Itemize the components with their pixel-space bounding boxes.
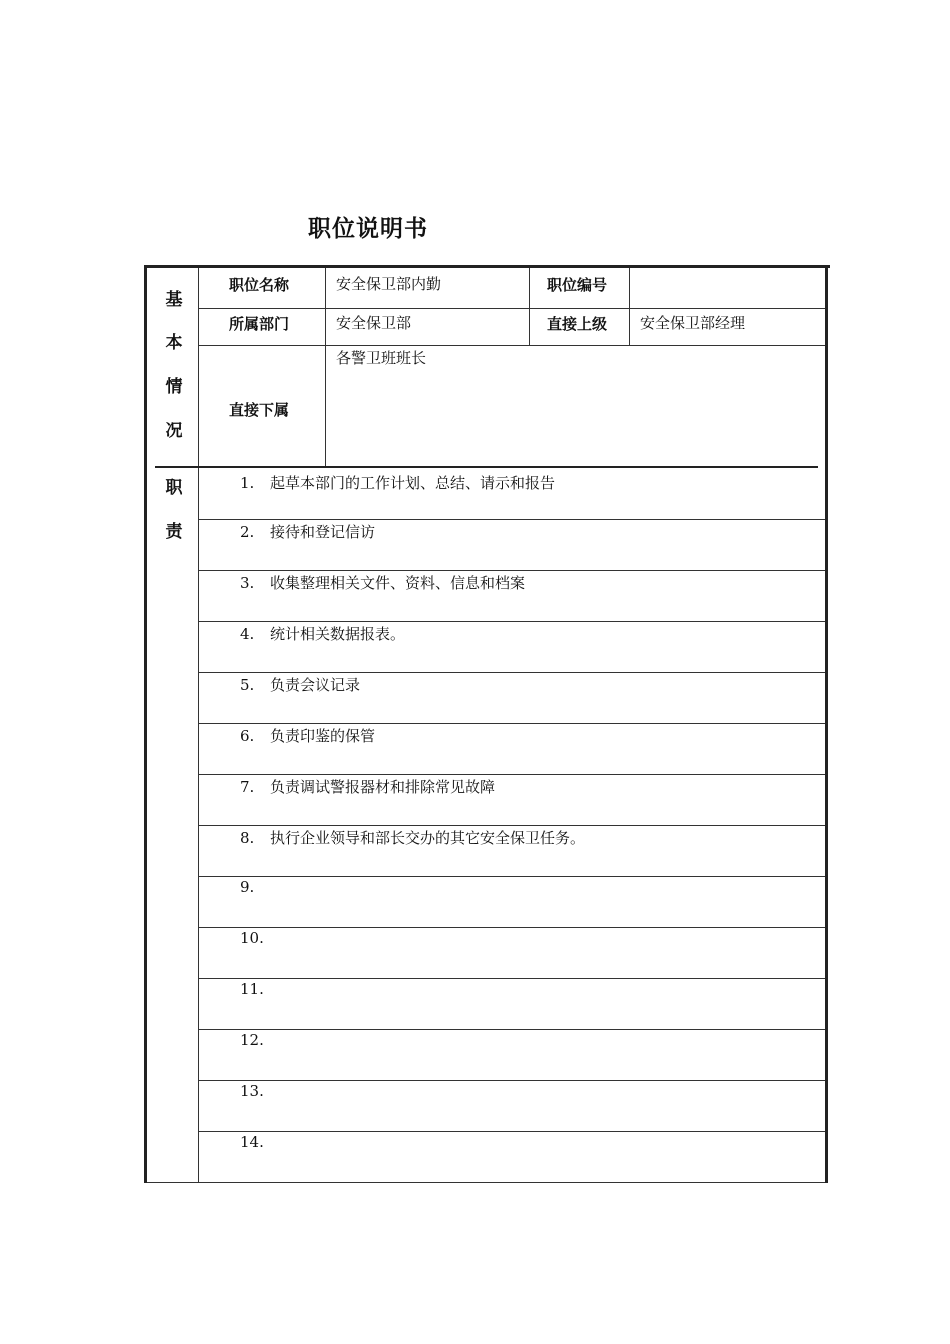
duty-row-line: [199, 1080, 825, 1081]
duty-number: 2.: [240, 523, 255, 541]
duty-row-line: [199, 774, 825, 775]
department-label: 所属部门: [229, 315, 290, 333]
duty-item: [240, 980, 270, 998]
duty-item: [240, 725, 375, 746]
basic-right-divider: [629, 268, 630, 346]
superior-value: 安全保卫部经理: [640, 314, 746, 332]
duty-number: 3.: [240, 574, 255, 592]
duty-item: [240, 878, 270, 896]
duty-text: 负责会议记录: [270, 676, 361, 694]
duty-item: [240, 776, 495, 797]
section-char-basic: 况: [165, 421, 183, 441]
duty-number: 8.: [240, 829, 255, 847]
duty-item: [240, 1133, 270, 1151]
duty-item: [240, 521, 375, 542]
duty-number: 1.: [240, 474, 255, 492]
duty-text: 统计相关数据报表。: [270, 625, 406, 643]
duty-row-line: [199, 570, 825, 571]
duty-number: 9.: [240, 878, 255, 896]
position-name-label: 职位名称: [229, 276, 290, 294]
duty-row-line: [199, 825, 825, 826]
superior-label: 直接上级: [547, 315, 608, 333]
section-char-basic: 本: [165, 333, 183, 353]
section-separator: [155, 466, 818, 468]
page-title: 职位说明书: [308, 216, 428, 242]
department-value: 安全保卫部: [336, 314, 412, 332]
duty-row-line: [199, 672, 825, 673]
position-name-value: 安全保卫部内勤: [336, 275, 442, 293]
duty-item: [240, 674, 360, 695]
duty-row-line: [199, 1029, 825, 1030]
duty-text: 起草本部门的工作计划、总结、请示和报告: [270, 474, 556, 492]
duty-number: 12.: [240, 1031, 264, 1049]
duty-row-line: [199, 723, 825, 724]
section-char-basic: 情: [165, 377, 183, 397]
duty-row-line: [199, 978, 825, 979]
duty-number: 10.: [240, 929, 264, 947]
duty-item: [240, 572, 525, 593]
duty-item: [240, 1082, 270, 1100]
basic-row-line: [199, 345, 825, 346]
duty-item: [240, 827, 585, 848]
duty-item: [240, 472, 555, 493]
section-char-basic: 基: [165, 290, 183, 310]
duty-text: 接待和登记信访: [270, 523, 376, 541]
section-divider: [198, 268, 199, 1183]
duty-row-line: [199, 1131, 825, 1132]
duty-number: 4.: [240, 625, 255, 643]
duty-number: 14.: [240, 1133, 264, 1151]
basic-row-line: [199, 308, 825, 309]
table-border-right: [825, 265, 828, 1183]
duty-number: 13.: [240, 1082, 264, 1100]
duty-row-line: [199, 876, 825, 877]
table-border-left: [144, 265, 147, 1183]
table-bottom-line: [147, 1182, 825, 1183]
section-char-duties: 责: [165, 522, 183, 542]
duty-number: 6.: [240, 727, 255, 745]
position-no-label: 职位编号: [547, 276, 608, 294]
duty-item: [240, 929, 270, 947]
duty-text: 负责调试警报器材和排除常见故障: [270, 778, 496, 796]
duty-number: 7.: [240, 778, 255, 796]
duty-row-line: [199, 927, 825, 928]
duty-number: 11.: [240, 980, 264, 998]
duty-text: 执行企业领导和部长交办的其它安全保卫任务。: [270, 829, 586, 847]
basic-mid-divider: [529, 268, 530, 346]
subordinate-label: 直接下属: [229, 401, 290, 419]
duty-row-line: [199, 621, 825, 622]
duty-text: 收集整理相关文件、资料、信息和档案: [270, 574, 526, 592]
section-char-duties: 职: [165, 478, 183, 498]
duty-row-line: [199, 519, 825, 520]
duty-number: 5.: [240, 676, 255, 694]
duty-text: 负责印鉴的保管: [270, 727, 376, 745]
basic-label-divider: [325, 268, 326, 468]
duty-item: [240, 623, 405, 644]
table-border-top: [144, 265, 830, 268]
duty-item: [240, 1031, 270, 1049]
subordinate-value: 各警卫班班长: [336, 349, 427, 367]
